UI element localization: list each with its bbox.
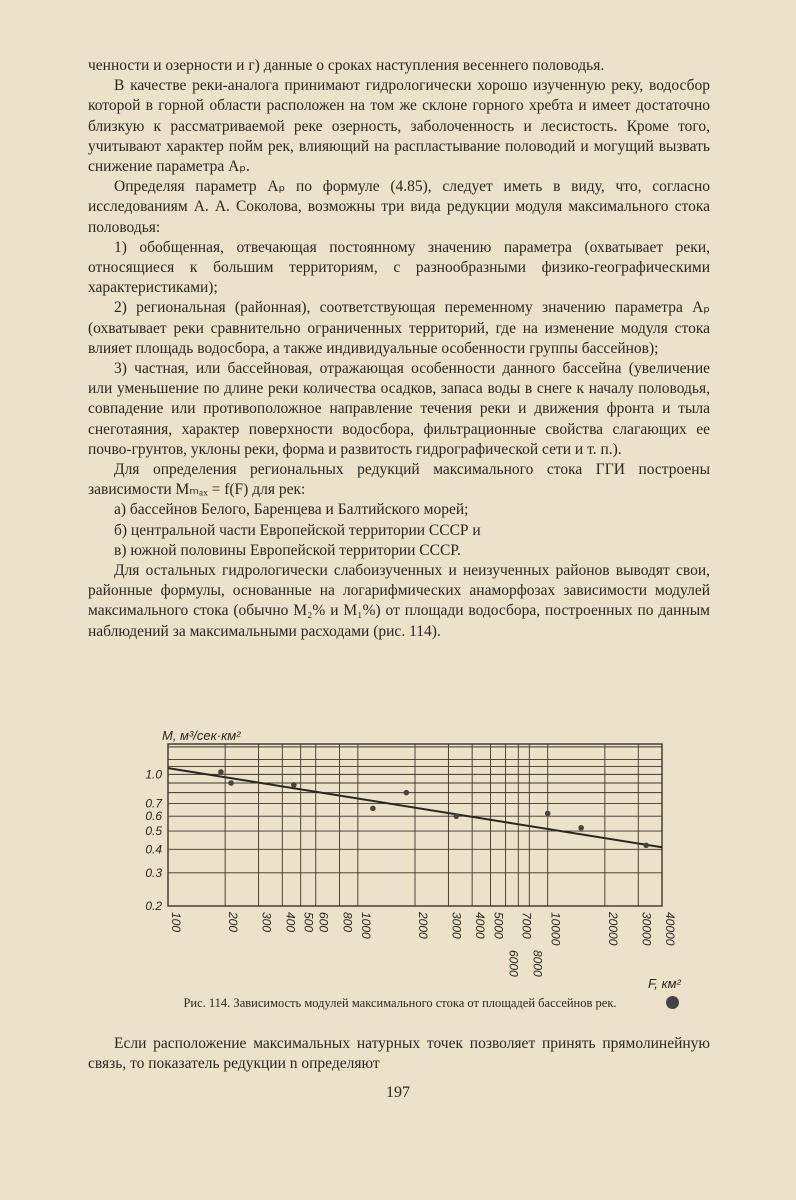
x-tick-label: 300 <box>259 912 274 933</box>
list-item: в) южной половины Европейской территории СССР. <box>114 541 461 559</box>
x-tick-label: 30000 <box>639 912 654 946</box>
y-tick-label: 0.3 <box>145 865 162 880</box>
list-item: 3) частная, или бассейновая, отражающая особенности данного бассейна (увеличение или уменьшение по длине реки количества осадков, запаса воды в снеге к началу половодья, совпадение или противоположное направление течения реки и движения фронта и тыла снеготаяния, характер поверхности водосбора, фильтрационные свойства слагающих ее почво-грунтов, уклоны реки, форма и развитость гидрографической сети и т. п.). <box>88 360 710 458</box>
x-tick-label: 5000 <box>491 912 506 939</box>
x-tick-label: 800 <box>340 912 355 933</box>
list-item: 2) региональная (районная), соответствующая переменному значению параметра Aₚ (охватывает реки сравнительно ограниченных территорий, где на изменение модуля стока влияет площадь водосбора, а также индивидуальные особенности группы бассейнов); <box>88 299 710 357</box>
x-tick-label: 2000 <box>416 912 430 939</box>
y-tick-label: 0.6 <box>145 809 162 824</box>
x-tick-label: 20000 <box>605 912 620 946</box>
data-point <box>404 790 410 796</box>
paragraph: Для определения региональных редукций максимального стока ГГИ построены зависимости Mₘₐₓ = f(F) для рек: <box>88 461 710 499</box>
y-tick-label: 0.2 <box>145 899 162 913</box>
x-axis-label: F, км² <box>648 976 681 991</box>
paragraph: ченности и озерности и г) данные о сроках наступления весеннего половодья. <box>88 57 605 74</box>
figure-chart <box>110 726 710 996</box>
list-item: а) бассейнов Белого, Баренцева и Балтийского морей; <box>114 501 469 519</box>
x-tick-label: 10000 <box>548 912 563 946</box>
x-tick-label: 7000 <box>519 912 534 939</box>
data-point <box>545 811 551 817</box>
body-text <box>88 56 710 642</box>
x-tick-label: 3000 <box>449 912 464 939</box>
x-tick-label: 1000 <box>358 912 373 939</box>
x-tick-label: 40000 <box>663 912 677 946</box>
paragraph: Если расположение максимальных натурных точек позволяет принять прямолинейную связь, то показатель редукции n определяют <box>88 1035 710 1073</box>
x-tick-label: 8000 <box>530 950 545 977</box>
data-point <box>218 769 224 775</box>
data-point <box>228 780 234 786</box>
paragraph: В качестве реки-аналога принимают гидрологически хорошо изученную реку, водосбор которой в горной области расположен на том же склоне горного хребта и имеет достаточно близкую к рассматриваемой реке озерность, заболоченность и лесистость. Кроме того, учитывают характер пойм рек, влияющий на распластывание половодий и могущий вызвать снижение параметра Aₚ. <box>88 77 710 176</box>
x-tick-label: 600 <box>316 912 331 933</box>
ink-blot <box>666 996 679 1009</box>
x-tick-label: 200 <box>226 912 241 933</box>
y-axis-label: M, м³/сек·км² <box>162 728 241 743</box>
data-point <box>291 782 297 788</box>
y-tick-label: 0.5 <box>145 824 162 839</box>
x-tick-label: 100 <box>169 912 183 933</box>
paragraph: Определяя параметр Aₚ по формуле (4.85), следует иметь в виду, что, согласно исследованиям А. А. Соколова, возможны три вида редукции модуля максимального стока половодья: <box>88 178 710 236</box>
paragraph: Для остальных гидрологически слабоизученных и неизученных районов выводят свои, районные формулы, основанные на логарифмических анаморфозах зависимости модулей максимального стока (обычно M₂% и M₁%) от площади водосбора, построенных по данным наблюдений за максимальными расходами (рис. 114). <box>88 562 710 640</box>
x-tick-label: 500 <box>301 912 316 933</box>
y-tick-label: 1.0 <box>145 767 162 782</box>
y-tick-label: 0.4 <box>145 842 162 857</box>
data-point <box>370 806 376 812</box>
x-tick-label: 6000 <box>506 950 521 977</box>
page-number: 197 <box>386 1084 410 1101</box>
data-point <box>643 843 649 849</box>
list-item: б) центральной части Европейской территории СССР и <box>114 521 481 539</box>
x-tick-label: 400 <box>283 912 298 933</box>
figure-caption: Рис. 114. Зависимость модулей максимального стока от площадей бассейнов рек. <box>183 996 617 1010</box>
list-item: 1) обобщенная, отвечающая постоянному значению параметра (охватывает реки, относящиеся к большим территориям, с разнообразными физико-географическими характеристиками); <box>88 238 710 297</box>
data-point <box>578 825 584 831</box>
y-tick-label: 0.7 <box>145 796 162 811</box>
data-point <box>453 813 459 819</box>
x-tick-label: 4000 <box>473 912 488 939</box>
